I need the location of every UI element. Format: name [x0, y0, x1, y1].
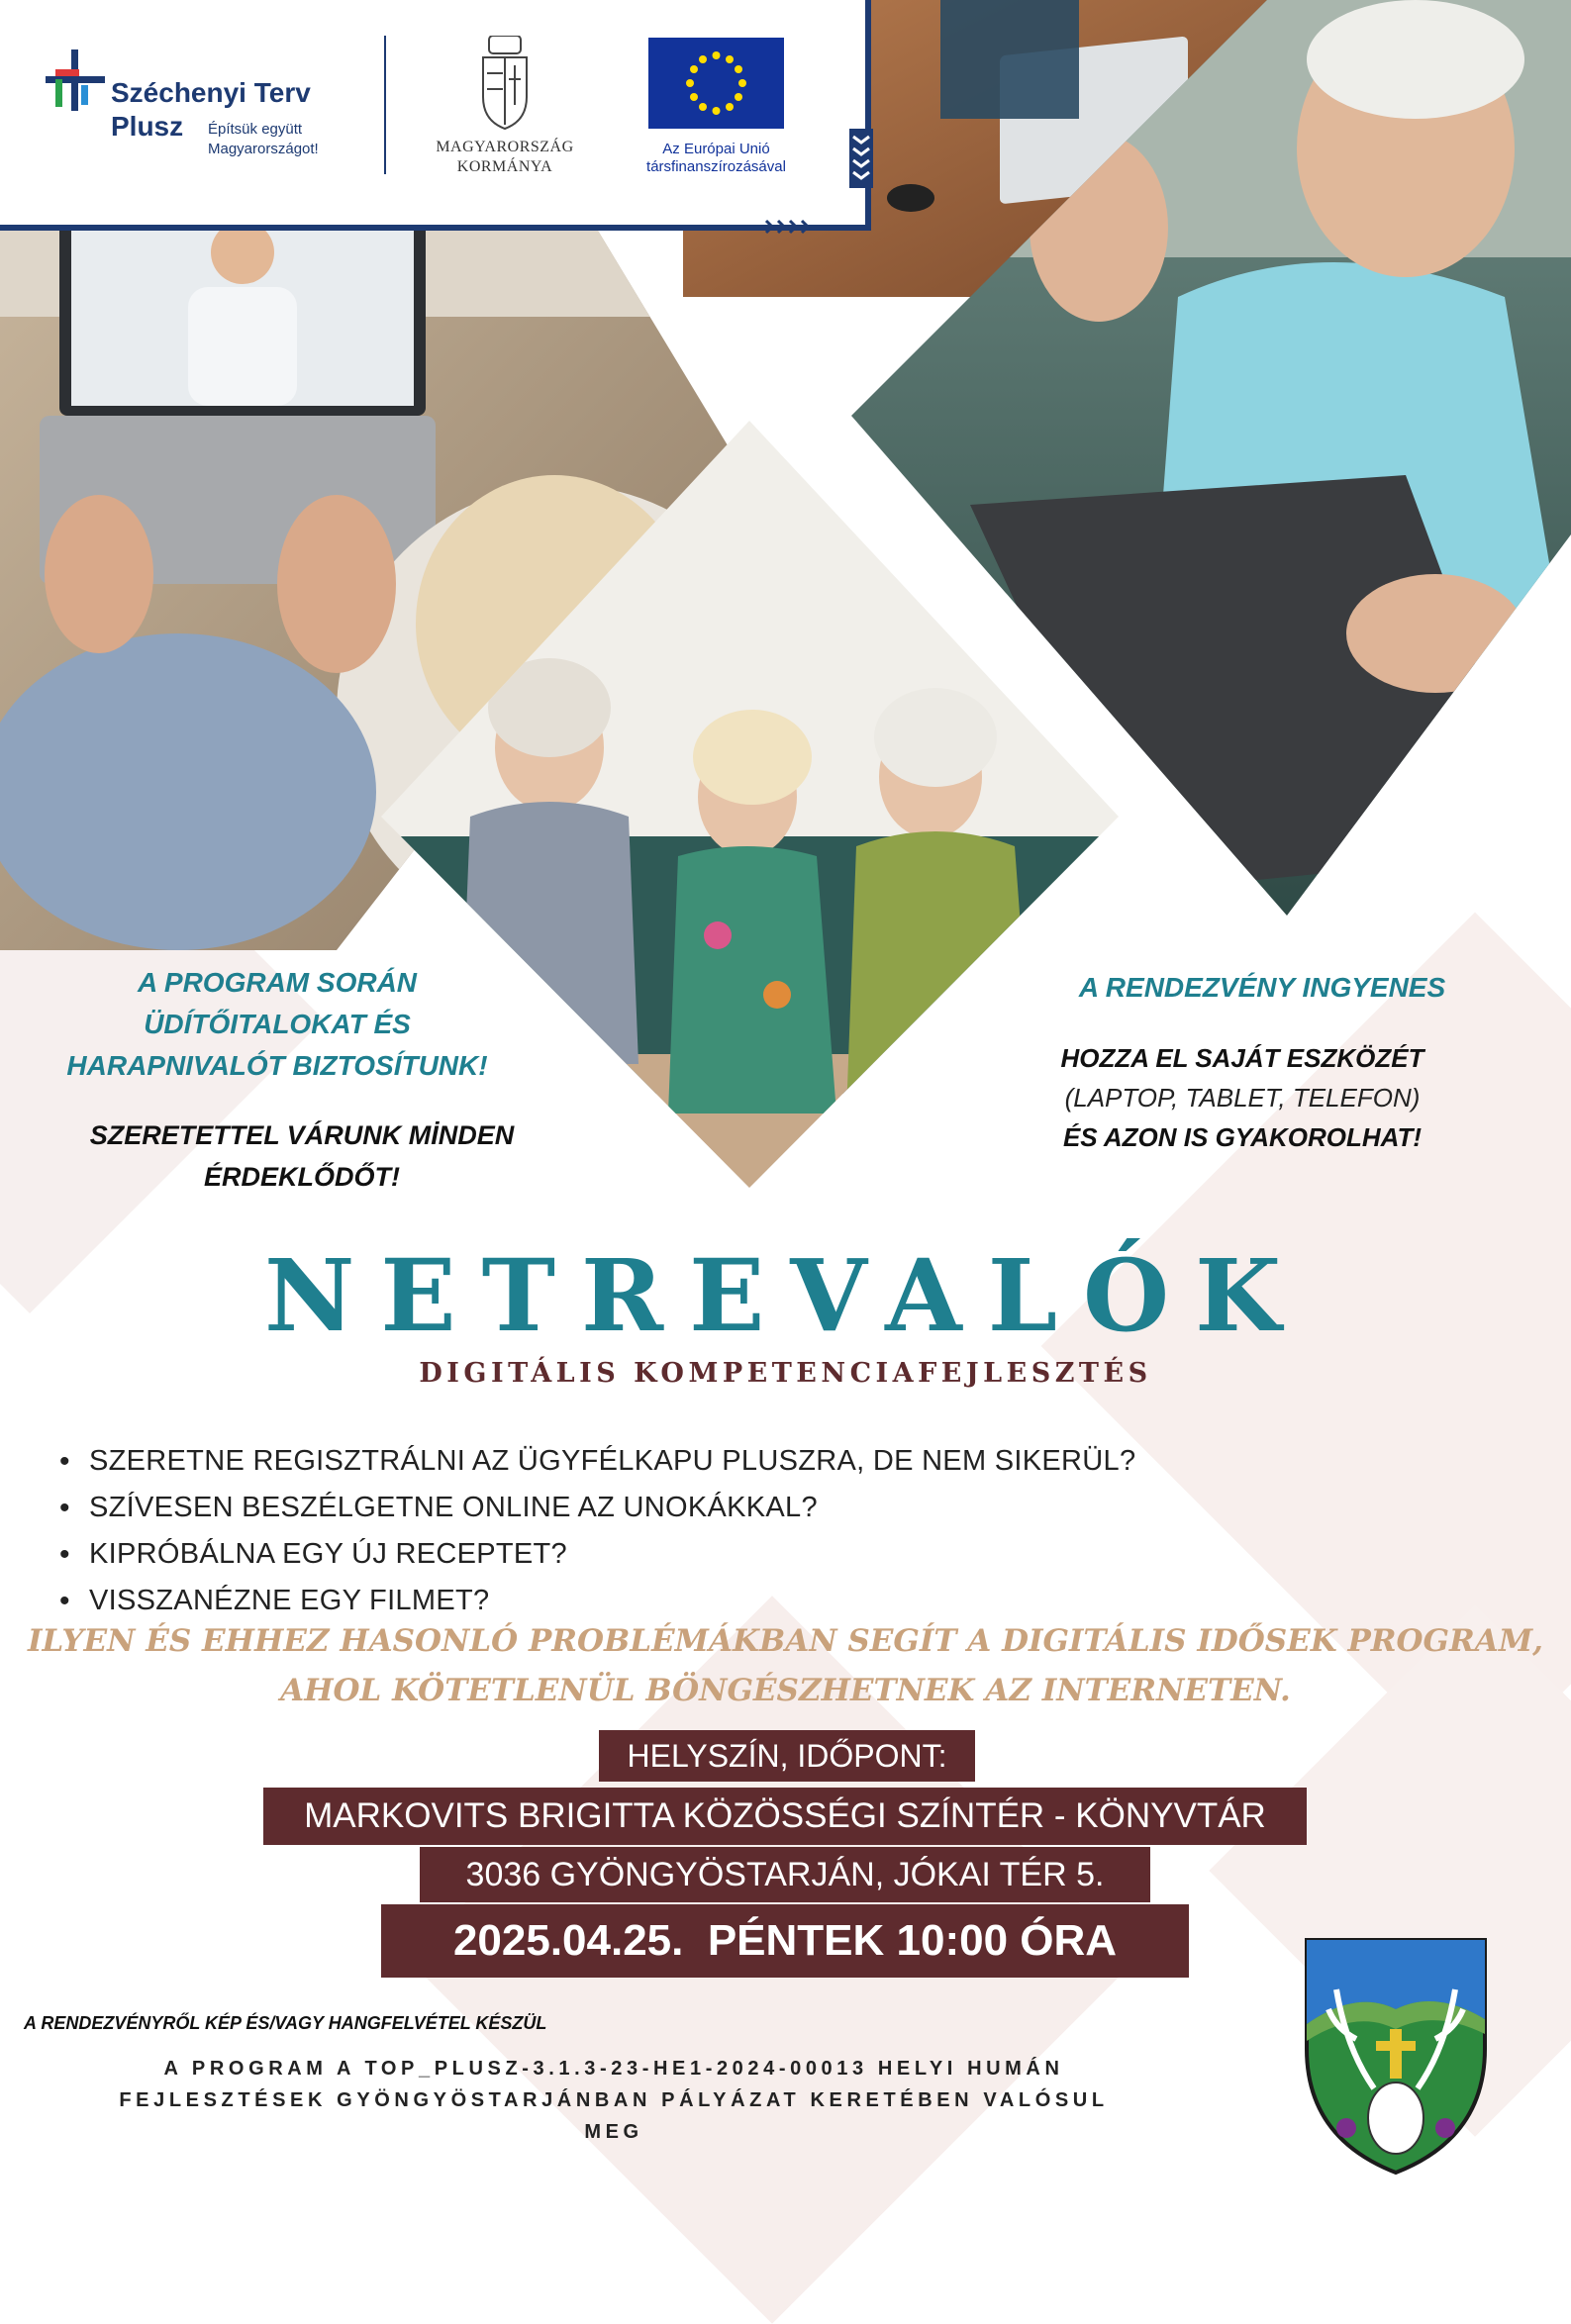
help-text-line-1: ILYEN ÉS EHHEZ HASONLÓ PROBLÉMÁKBAN SEGÍT A DIGITÁLIS IDŐSEK PROGRAM,	[28, 1623, 1543, 1659]
chevron-strip-right	[849, 129, 873, 188]
szechenyi-cross-icon	[46, 49, 105, 111]
help-text-line-2: AHOL KÖTETLENÜL BÖNGÉSZHETNEK AZ INTERNETEN.	[280, 1673, 1291, 1708]
bring-device-note: HOZZA EL SAJÁT ESZKÖZÉT	[1060, 1043, 1424, 1073]
sponsor-logo-banner	[0, 0, 871, 231]
gyongyostarjan-coat-of-arms-icon	[1297, 1930, 1495, 2178]
page-title: NETREVALÓK	[263, 1237, 1308, 1354]
hungarian-coat-of-arms-icon	[475, 36, 535, 130]
page-subtitle: DIGITÁLIS KOMPETENCIAFEJLESZTÉS	[419, 1358, 1152, 1389]
list-item: • SZERETNE REGISZTRÁLNI AZ ÜGYFÉLKAPU PLUSZRA, DE NEM SIKERÜL?	[55, 1438, 1342, 1485]
list-item: • VISSZANÉZNE EGY FILMET?	[55, 1578, 1342, 1624]
questions-list	[55, 1438, 1342, 1624]
recording-note: A RENDEZVÉNYRŐL KÉP ÉS/VAGY HANGFELVÉTEL KÉSZÜL	[24, 2013, 547, 2033]
free-event-note: A RENDEZVÉNY INGYENES	[1078, 972, 1446, 1003]
logo-divider	[384, 36, 386, 174]
government-name-line-1: MAGYARORSZÁG	[436, 139, 574, 155]
szechenyi-plus: Plusz	[111, 111, 184, 142]
list-item: • KIPRÓBÁLNA EGY ÚJ RECEPTET?	[55, 1531, 1342, 1578]
project-line-2: FEJLESZTÉSEK GYÖNGYÖSTARJÁNBAN PÁLYÁZAT KERETÉBEN VALÓSUL	[119, 2089, 1109, 2111]
device-list-note: (LAPTOP, TABLET, TELEFON)	[1064, 1083, 1421, 1113]
chevron-strip-bottom	[762, 217, 822, 237]
szechenyi-slogan-2: Magyarországot!	[208, 141, 319, 157]
venue-address: 3036 GYÖNGYÖSTARJÁN, JÓKAI TÉR 5.	[420, 1847, 1150, 1902]
project-line-1: A PROGRAM A TOP_PLUSZ-3.1.3-23-HE1-2024-00013 HELYI HUMÁN	[163, 2058, 1064, 2080]
eu-flag-icon	[648, 38, 784, 129]
practice-note: ÉS AZON IS GYAKOROLHAT!	[1062, 1122, 1423, 1152]
eu-cofinance-line-1: Az Európai Unió	[662, 141, 770, 157]
venue-name: MARKOVITS BRIGITTA KÖZÖSSÉGI SZÍNTÉR - KÖNYVTÁR	[263, 1788, 1307, 1845]
refreshments-note: A PROGRAM SORÁN ÜDÍTŐITALOKAT ÉS HARAPNIVALÓT BIZTOSÍTUNK!	[66, 967, 488, 1081]
government-name-line-2: KORMÁNYA	[456, 158, 553, 175]
list-item: • SZÍVESEN BESZÉLGETNE ONLINE AZ UNOKÁKKAL?	[55, 1485, 1342, 1531]
szechenyi-title: Széchenyi Terv	[111, 77, 311, 108]
project-line-3: MEG	[584, 2121, 643, 2143]
szechenyi-slogan-1: Építsük együtt	[208, 121, 303, 138]
eu-cofinance-line-2: társfinanszírozásával	[646, 158, 786, 175]
welcome-note: SZERETETTEL VÁRUNK MİNDEN ÉRDEKLŐDŐT!	[89, 1120, 515, 1192]
event-datetime: 2025.04.25. PÉNTEK 10:00 ÓRA	[381, 1904, 1189, 1978]
location-label: HELYSZÍN, IDŐPONT:	[599, 1730, 975, 1782]
